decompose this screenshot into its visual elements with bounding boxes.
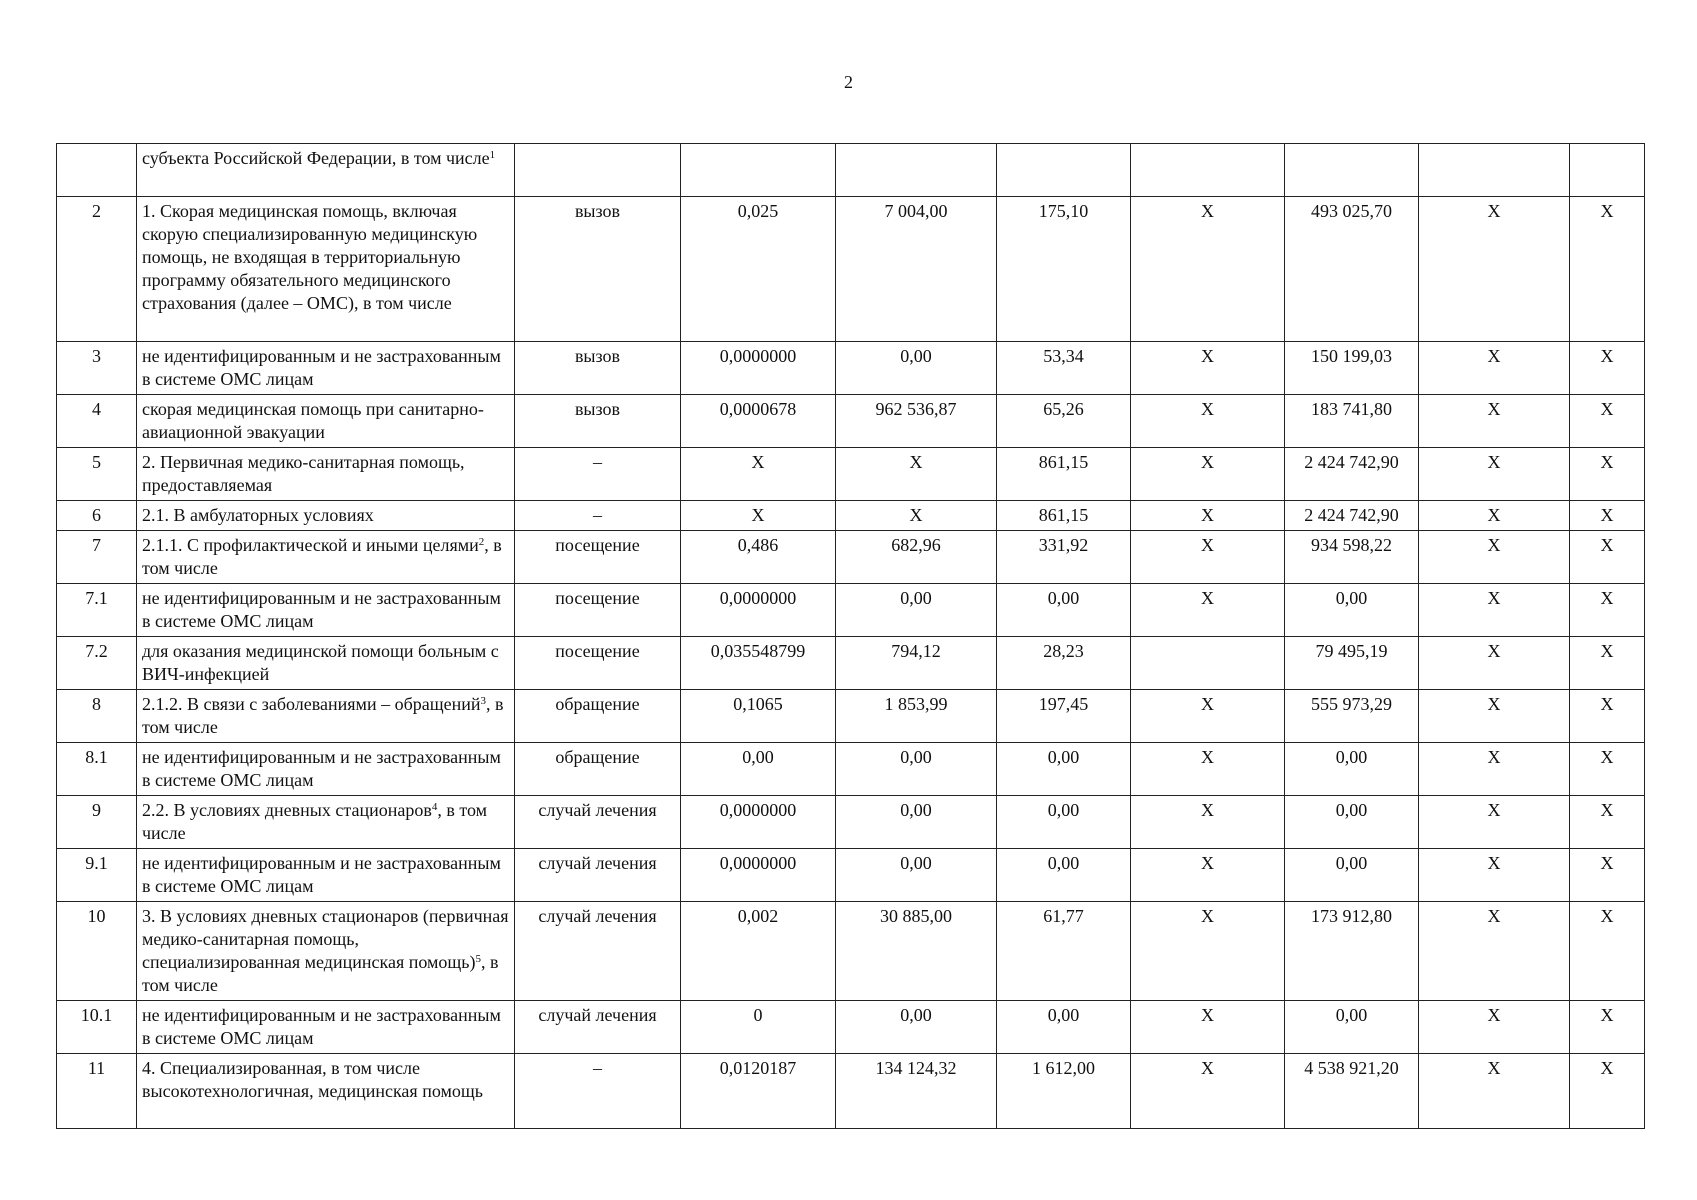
table-row	[57, 584, 1645, 637]
value-cell-c7: X	[1570, 395, 1645, 448]
row-name-cell	[137, 796, 515, 849]
row-name-text: 2.1.2. В связи с заболеваниями – обращений	[142, 694, 481, 714]
value-cell-c6: X	[1419, 342, 1570, 395]
value-cell-c5: 0,00	[1285, 796, 1419, 849]
table-body	[57, 144, 1645, 1129]
table-row	[57, 637, 1645, 690]
row-name-cell	[137, 637, 515, 690]
value-cell-c7: X	[1570, 584, 1645, 637]
value-cell-c2: X	[836, 501, 997, 531]
row-name-cell	[137, 395, 515, 448]
value-cell-c1: 0,025	[681, 197, 836, 342]
row-name-text: 2.1.1. С профилактической и иными целями	[142, 535, 479, 555]
row-number-cell	[57, 144, 137, 197]
value-cell-c3: 1 612,00	[997, 1054, 1131, 1129]
row-name-tail: , в том числе	[142, 952, 499, 995]
row-name-cell	[137, 342, 515, 395]
value-cell-c7: X	[1570, 849, 1645, 902]
unit-cell: обращение	[515, 690, 681, 743]
unit-cell: случай лечения	[515, 902, 681, 1001]
row-name-text: не идентифицированным и не застрахованным в системе ОМС лицам	[142, 747, 501, 790]
row-number-cell: 10	[57, 902, 137, 1001]
row-name-cell	[137, 501, 515, 531]
value-cell-c4: X	[1131, 1054, 1285, 1129]
value-cell-c1: 0,0000000	[681, 342, 836, 395]
value-cell-c7: X	[1570, 197, 1645, 342]
footnote-marker: 1	[489, 149, 496, 161]
value-cell-c2: 794,12	[836, 637, 997, 690]
table-row	[57, 743, 1645, 796]
value-cell-c3: 65,26	[997, 395, 1131, 448]
value-cell-c1: 0,0000000	[681, 584, 836, 637]
value-cell-c2: 682,96	[836, 531, 997, 584]
value-cell-c6: X	[1419, 902, 1570, 1001]
value-cell-c4: X	[1131, 849, 1285, 902]
unit-cell: случай лечения	[515, 849, 681, 902]
row-name-cell	[137, 1001, 515, 1054]
value-cell-c1: X	[681, 448, 836, 501]
data-table	[56, 143, 1645, 1129]
value-cell-c5: 0,00	[1285, 849, 1419, 902]
value-cell-c3: 53,34	[997, 342, 1131, 395]
value-cell-c1: 0,486	[681, 531, 836, 584]
table-row	[57, 1001, 1645, 1054]
row-name-tail: , в том числе	[142, 800, 488, 843]
value-cell-c7: X	[1570, 501, 1645, 531]
value-cell-c5: 0,00	[1285, 1001, 1419, 1054]
value-cell-c6: X	[1419, 395, 1570, 448]
value-cell-c3: 28,23	[997, 637, 1131, 690]
value-cell-c6: X	[1419, 849, 1570, 902]
value-cell-c3: 61,77	[997, 902, 1131, 1001]
unit-cell: –	[515, 501, 681, 531]
row-number-cell: 8.1	[57, 743, 137, 796]
value-cell-c4: X	[1131, 1001, 1285, 1054]
value-cell-c1: 0,0000000	[681, 796, 836, 849]
row-name-tail: , в том числе	[142, 694, 504, 737]
table-row	[57, 197, 1645, 342]
table-row	[57, 531, 1645, 584]
value-cell-c5: 0,00	[1285, 743, 1419, 796]
value-cell-c1: 0,0000000	[681, 849, 836, 902]
table-row	[57, 395, 1645, 448]
row-number-cell: 7	[57, 531, 137, 584]
value-cell-c4: X	[1131, 501, 1285, 531]
value-cell-c7: X	[1570, 690, 1645, 743]
value-cell-c2: 0,00	[836, 1001, 997, 1054]
value-cell-c2: 0,00	[836, 796, 997, 849]
value-cell-c4: X	[1131, 197, 1285, 342]
value-cell-c2: 1 853,99	[836, 690, 997, 743]
footnote-marker: 3	[480, 695, 486, 707]
value-cell-c5: 2 424 742,90	[1285, 448, 1419, 501]
row-number-cell: 3	[57, 342, 137, 395]
unit-cell: посещение	[515, 637, 681, 690]
row-name-text: скорая медицинская помощь при санитарно-авиационной эвакуации	[142, 399, 484, 442]
unit-cell: –	[515, 1054, 681, 1129]
value-cell-c6: X	[1419, 448, 1570, 501]
row-name-text: 1. Скорая медицинская помощь, включая скорую специализированную медицинскую помощь, не входящая в территориальную программу обязательного медицинского страхования (далее – ОМС), в том числе	[142, 201, 478, 313]
unit-cell	[515, 144, 681, 197]
row-name-cell	[137, 448, 515, 501]
row-name-text: для оказания медицинской помощи больным с ВИЧ-инфекцией	[142, 641, 499, 684]
unit-cell: посещение	[515, 584, 681, 637]
row-name-cell	[137, 743, 515, 796]
row-name-text: не идентифицированным и не застрахованным в системе ОМС лицам	[142, 588, 501, 631]
table-row	[57, 902, 1645, 1001]
row-name-cell	[137, 144, 515, 197]
row-name-text: 2.1. В амбулаторных условиях	[142, 505, 374, 525]
row-name-cell	[137, 531, 515, 584]
row-number-cell: 5	[57, 448, 137, 501]
value-cell-c2: X	[836, 448, 997, 501]
table-row	[57, 849, 1645, 902]
value-cell-c3: 861,15	[997, 501, 1131, 531]
value-cell-c1: 0	[681, 1001, 836, 1054]
value-cell-c6: X	[1419, 690, 1570, 743]
unit-cell: случай лечения	[515, 1001, 681, 1054]
value-cell-c3	[997, 144, 1131, 197]
row-number-cell: 8	[57, 690, 137, 743]
value-cell-c3: 0,00	[997, 796, 1131, 849]
table-row	[57, 1054, 1645, 1129]
row-number-cell: 9	[57, 796, 137, 849]
value-cell-c7: X	[1570, 796, 1645, 849]
value-cell-c5	[1285, 144, 1419, 197]
value-cell-c7: X	[1570, 1001, 1645, 1054]
value-cell-c4	[1131, 144, 1285, 197]
value-cell-c2: 0,00	[836, 743, 997, 796]
value-cell-c1: 0,0000678	[681, 395, 836, 448]
value-cell-c5: 150 199,03	[1285, 342, 1419, 395]
value-cell-c5: 493 025,70	[1285, 197, 1419, 342]
row-name-cell	[137, 690, 515, 743]
row-number-cell: 7.1	[57, 584, 137, 637]
value-cell-c2: 962 536,87	[836, 395, 997, 448]
value-cell-c1: 0,002	[681, 902, 836, 1001]
value-cell-c2: 30 885,00	[836, 902, 997, 1001]
value-cell-c6	[1419, 144, 1570, 197]
value-cell-c2: 0,00	[836, 849, 997, 902]
value-cell-c7: X	[1570, 637, 1645, 690]
value-cell-c4: X	[1131, 902, 1285, 1001]
table-row	[57, 144, 1645, 197]
unit-cell: вызов	[515, 395, 681, 448]
value-cell-c6: X	[1419, 531, 1570, 584]
row-number-cell: 2	[57, 197, 137, 342]
value-cell-c3: 0,00	[997, 849, 1131, 902]
value-cell-c2	[836, 144, 997, 197]
value-cell-c7	[1570, 144, 1645, 197]
value-cell-c5: 934 598,22	[1285, 531, 1419, 584]
value-cell-c6: X	[1419, 637, 1570, 690]
value-cell-c7: X	[1570, 743, 1645, 796]
value-cell-c6: X	[1419, 743, 1570, 796]
value-cell-c6: X	[1419, 1001, 1570, 1054]
row-name-cell	[137, 849, 515, 902]
unit-cell: случай лечения	[515, 796, 681, 849]
value-cell-c4: X	[1131, 584, 1285, 637]
table-row	[57, 796, 1645, 849]
table-row	[57, 501, 1645, 531]
value-cell-c5: 2 424 742,90	[1285, 501, 1419, 531]
value-cell-c1	[681, 144, 836, 197]
value-cell-c3: 331,92	[997, 531, 1131, 584]
value-cell-c3: 861,15	[997, 448, 1131, 501]
table-row	[57, 448, 1645, 501]
value-cell-c6: X	[1419, 584, 1570, 637]
row-number-cell: 9.1	[57, 849, 137, 902]
value-cell-c6: X	[1419, 796, 1570, 849]
footnote-marker: 4	[431, 801, 438, 813]
value-cell-c5: 555 973,29	[1285, 690, 1419, 743]
unit-cell: посещение	[515, 531, 681, 584]
value-cell-c2: 134 124,32	[836, 1054, 997, 1129]
value-cell-c1: 0,035548799	[681, 637, 836, 690]
row-name-cell	[137, 197, 515, 342]
value-cell-c2: 0,00	[836, 584, 997, 637]
value-cell-c6: X	[1419, 1054, 1570, 1129]
page-number: 2	[844, 72, 853, 92]
value-cell-c7: X	[1570, 448, 1645, 501]
row-name-text: не идентифицированным и не застрахованным в системе ОМС лицам	[142, 853, 501, 896]
row-name-text: не идентифицированным и не застрахованным в системе ОМС лицам	[142, 346, 501, 389]
value-cell-c3: 197,45	[997, 690, 1131, 743]
value-cell-c4: X	[1131, 395, 1285, 448]
value-cell-c1: X	[681, 501, 836, 531]
value-cell-c3: 175,10	[997, 197, 1131, 342]
value-cell-c1: 0,0120187	[681, 1054, 836, 1129]
table-row	[57, 690, 1645, 743]
value-cell-c4: X	[1131, 743, 1285, 796]
value-cell-c6: X	[1419, 501, 1570, 531]
row-number-cell: 4	[57, 395, 137, 448]
row-number-cell: 6	[57, 501, 137, 531]
value-cell-c5: 4 538 921,20	[1285, 1054, 1419, 1129]
value-cell-c7: X	[1570, 1054, 1645, 1129]
row-name-cell	[137, 584, 515, 637]
table-row	[57, 342, 1645, 395]
value-cell-c5: 173 912,80	[1285, 902, 1419, 1001]
value-cell-c7: X	[1570, 342, 1645, 395]
footnote-marker: 2	[478, 536, 485, 548]
value-cell-c1: 0,1065	[681, 690, 836, 743]
value-cell-c4: X	[1131, 796, 1285, 849]
value-cell-c3: 0,00	[997, 584, 1131, 637]
row-name-text: субъекта Российской Федерации, в том числе	[142, 148, 490, 168]
row-name-text: 3. В условиях дневных стационаров (первичная медико-санитарная помощь, специализированная медицинская помощь)	[142, 906, 509, 972]
value-cell-c3: 0,00	[997, 1001, 1131, 1054]
unit-cell: вызов	[515, 342, 681, 395]
unit-cell: вызов	[515, 197, 681, 342]
unit-cell: обращение	[515, 743, 681, 796]
value-cell-c4: X	[1131, 448, 1285, 501]
row-name-cell	[137, 1054, 515, 1129]
value-cell-c4: X	[1131, 690, 1285, 743]
row-name-text: 2. Первичная медико-санитарная помощь, предоставляемая	[142, 452, 465, 495]
value-cell-c4: X	[1131, 531, 1285, 584]
row-name-text: не идентифицированным и не застрахованным в системе ОМС лицам	[142, 1005, 501, 1048]
value-cell-c6: X	[1419, 197, 1570, 342]
value-cell-c4: X	[1131, 342, 1285, 395]
row-name-text: 4. Специализированная, в том числе высокотехнологичная, медицинская помощь	[142, 1058, 483, 1101]
value-cell-c1: 0,00	[681, 743, 836, 796]
row-number-cell: 7.2	[57, 637, 137, 690]
row-name-cell	[137, 902, 515, 1001]
footnote-marker: 5	[475, 953, 481, 965]
value-cell-c2: 7 004,00	[836, 197, 997, 342]
row-number-cell: 10.1	[57, 1001, 137, 1054]
value-cell-c7: X	[1570, 531, 1645, 584]
value-cell-c5: 0,00	[1285, 584, 1419, 637]
value-cell-c2: 0,00	[836, 342, 997, 395]
value-cell-c4	[1131, 637, 1285, 690]
row-number-cell: 11	[57, 1054, 137, 1129]
row-name-text: 2.2. В условиях дневных стационаров	[142, 800, 432, 820]
value-cell-c7: X	[1570, 902, 1645, 1001]
value-cell-c5: 79 495,19	[1285, 637, 1419, 690]
row-name-tail: , в том числе	[142, 535, 502, 578]
value-cell-c3: 0,00	[997, 743, 1131, 796]
unit-cell: –	[515, 448, 681, 501]
value-cell-c5: 183 741,80	[1285, 395, 1419, 448]
